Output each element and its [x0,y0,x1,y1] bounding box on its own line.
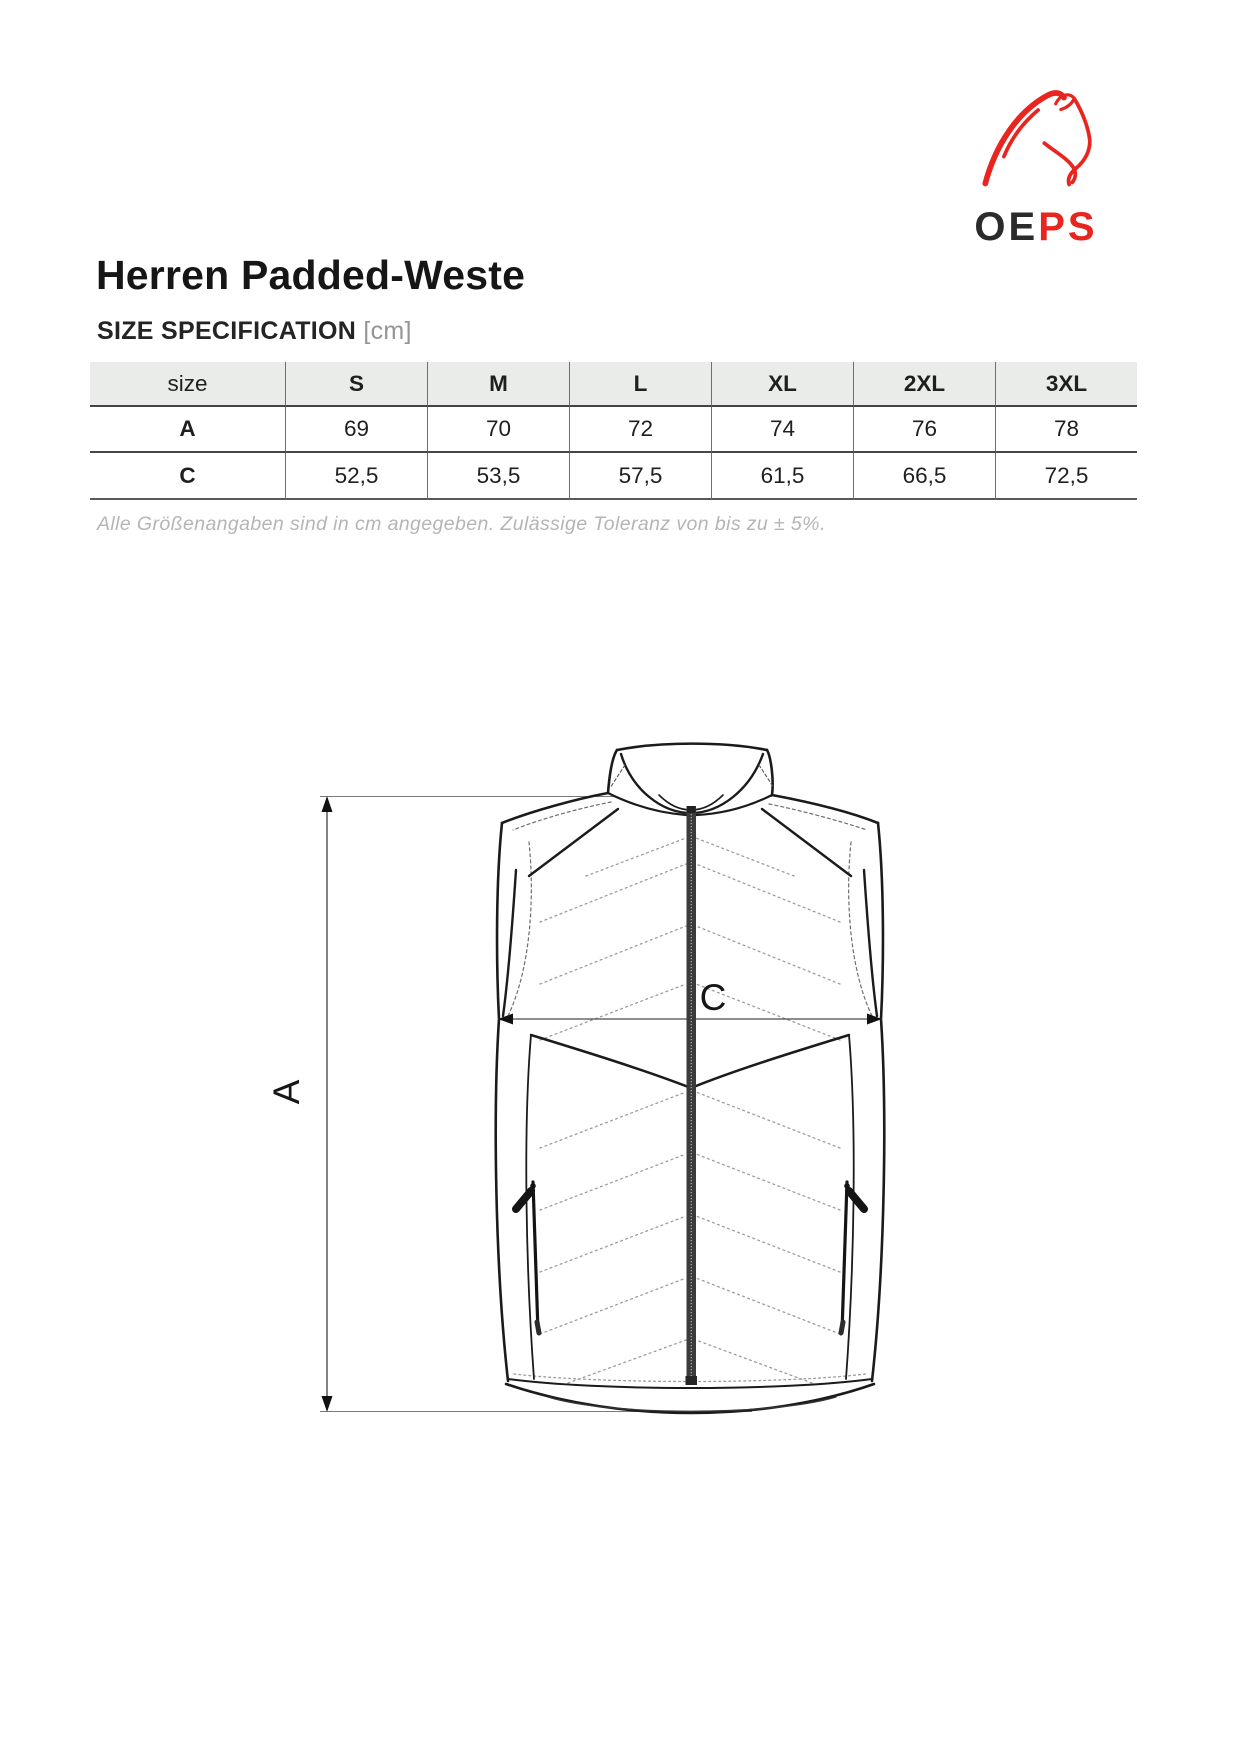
dimension-a-arrow [320,796,772,1412]
row-a-value-xl: 74 [711,407,853,453]
vest-body-outline [496,793,884,1413]
row-c-value-l: 57,5 [569,453,711,500]
row-a-value-2xl: 76 [853,407,995,453]
chest-dim-label: C [699,977,727,1018]
vest-seams [503,809,877,1379]
row-a-value-3xl: 78 [995,407,1137,453]
row-c-value-3xl: 72,5 [995,453,1137,500]
row-c-value-2xl: 66,5 [853,453,995,500]
row-c-value-xl: 61,5 [711,453,853,500]
section-heading-text: SIZE SPECIFICATION [97,317,357,345]
vest-collar [608,743,774,815]
stitch-lines [508,802,872,1016]
table-header-size: size [90,362,285,407]
section-heading [97,317,412,346]
row-a-value-l: 72 [569,407,711,453]
page-title: Herren Padded-Weste [96,252,526,298]
vest-zipper [686,806,698,1385]
table-header-m: M [427,362,569,407]
table-header-2xl: 2XL [853,362,995,407]
row-a-value-s: 69 [285,407,427,453]
logo-wordmark [948,207,1124,247]
tolerance-note: Alle Größenangaben sind in cm angegeben. Zulässige Toleranz von bis zu ± 5%. [97,513,826,535]
logo-text-red: PS [1038,205,1098,249]
row-c-value-s: 52,5 [285,453,427,500]
section-heading-unit: [cm] [363,317,412,345]
vest-outline [496,743,884,1413]
height-dim-label: A [266,1079,307,1105]
row-a-label: A [90,407,285,453]
table-header-xl: XL [711,362,853,407]
horse-head-icon [948,80,1124,198]
oeps-logo [948,80,1124,247]
vest-pockets [516,1182,864,1333]
quilting-lines [514,838,866,1383]
row-c-value-m: 53,5 [427,453,569,500]
row-a-value-m: 70 [427,407,569,453]
table-header-3xl: 3XL [995,362,1137,407]
size-table [90,362,1137,500]
table-header-l: L [569,362,711,407]
dimension-c-arrow [498,1014,882,1025]
table-header-s: S [285,362,427,407]
row-c-label: C [90,453,285,500]
logo-text-dark: OE [974,205,1039,249]
